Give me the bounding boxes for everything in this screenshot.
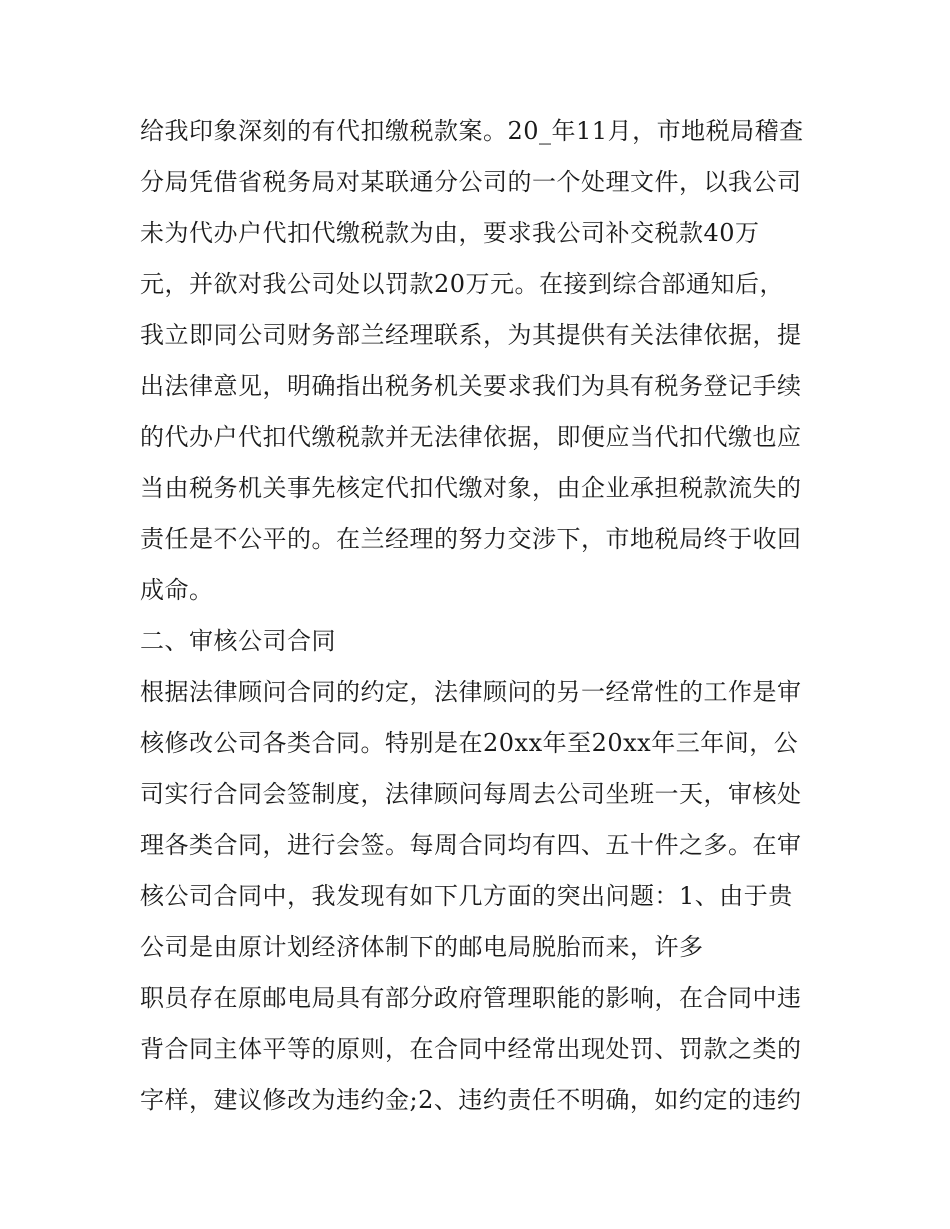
text-line-5: 我立即同公司财务部兰经理联系，为其提供有关法律依据，提 [140,321,802,349]
text-line-9: 责任是不公平的。在兰经理的努力交涉下，市地税局终于收回 [140,525,802,553]
text-line-3: 未为代办户代扣代缴税款为由，要求我公司补交税款40万 [140,219,760,247]
text-line-2: 分局凭借省税务局对某联通分公司的一个处理文件，以我公司 [140,168,802,196]
section-heading: 二、审核公司合同 [140,627,336,655]
text-line-17: 公司是由原计划经济体制下的邮电局脱胎而来，许多 [140,933,704,961]
text-line-15: 理各类合同，进行会签。每周合同均有四、五十件之多。在审 [140,831,802,859]
document-body [140,106,830,1126]
text-line-4: 元，并欲对我公司处以罚款20万元。在接到综合部通知后， [140,270,785,298]
text-line-7: 的代办户代扣代缴税款并无法律依据，即便应当代扣代缴也应 [140,423,802,451]
text-line-1: 给我印象深刻的有代扣缴税款案。20_年11月，市地税局稽查 [140,117,804,145]
text-line-16: 核公司合同中，我发现有如下几方面的突出问题：1、由于贵 [140,882,793,910]
text-line-14: 司实行合同会签制度，法律顾问每周去公司坐班一天，审核处 [140,780,802,808]
text-line-18: 职员存在原邮电局具有部分政府管理职能的影响，在合同中违 [140,984,802,1012]
text-line-8: 当由税务机关事先核定代扣代缴对象，由企业承担税款流失的 [140,474,802,502]
text-line-10: 成命。 [140,576,214,604]
text-line-12: 根据法律顾问合同的约定，法律顾问的另一经常性的工作是审 [140,678,802,706]
text-line-19: 背合同主体平等的原则，在合同中经常出现处罚、罚款之类的 [140,1035,802,1063]
text-line-13: 核修改公司各类合同。特别是在20xx年至20xx年三年间，公 [140,729,799,757]
text-line-6: 出法律意见，明确指出税务机关要求我们为具有税务登记手续 [140,372,802,400]
text-line-20: 字样，建议修改为违约金;2、违约责任不明确，如约定的违约 [140,1086,802,1114]
